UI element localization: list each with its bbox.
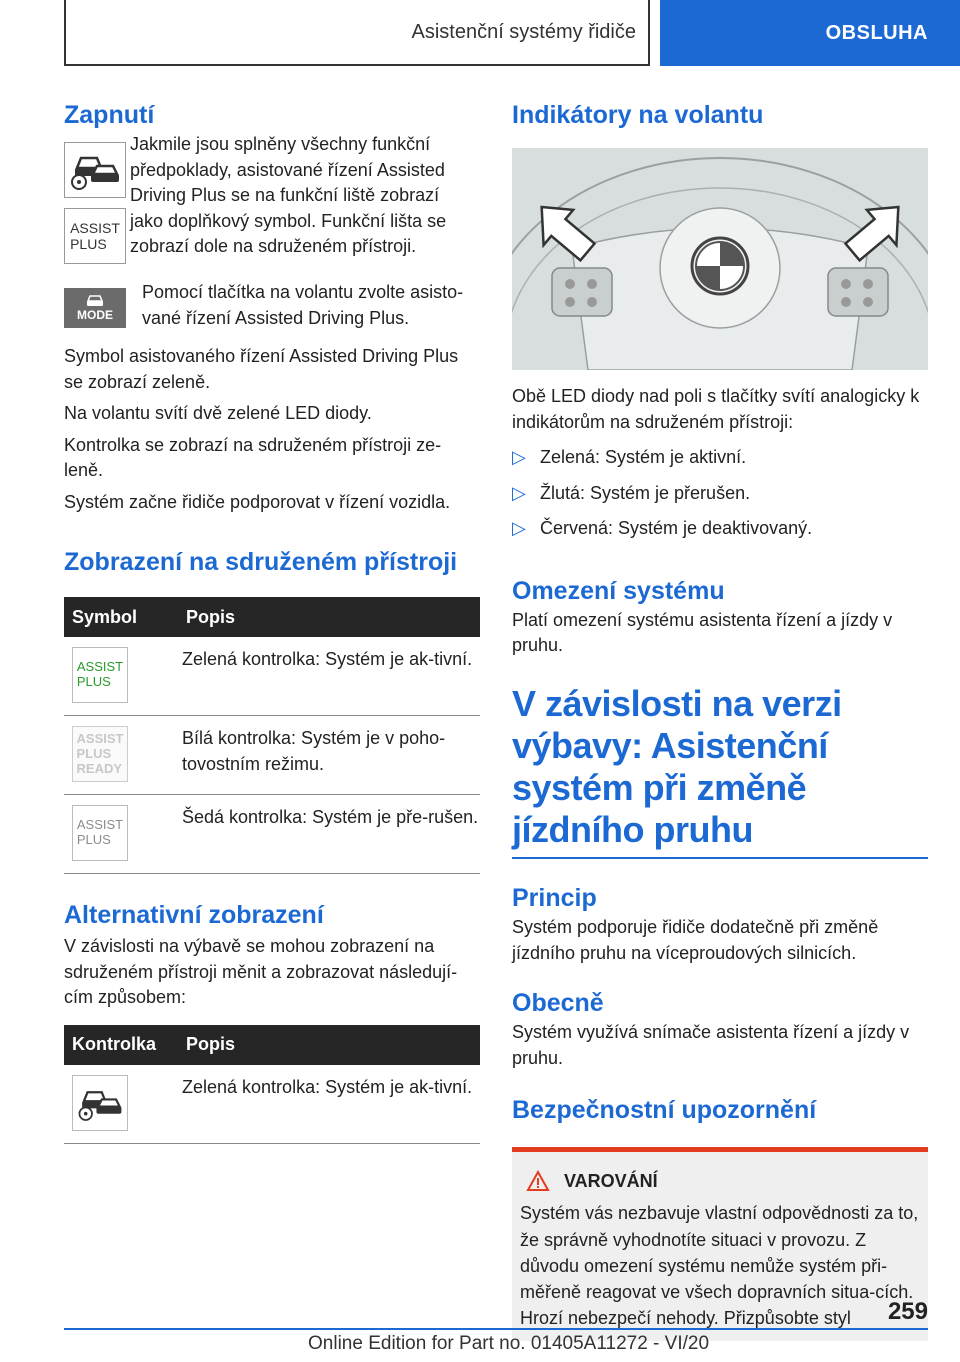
section-title: Asistenční systémy řidiče bbox=[411, 20, 636, 43]
bullet-text-red: Červená: Systém je deaktivovaný. bbox=[540, 518, 813, 539]
mode-button-icon bbox=[64, 288, 126, 328]
zapnuti-p1-line3: Driving Plus se na funkční liště zobrazí bbox=[130, 185, 440, 206]
bullet-text-green: Zelená: Systém je aktivní. bbox=[540, 447, 747, 468]
warning-text: Systém vás nezbavuje vlastní odpovědnosti za to, že správně vyhodnotíte situaci v provozu. Z důvodu omezení systému nemůže systém při-měřeně reagovat ve všech dopravních situa-cích. Hrozí nebezpečí nehody. Přizpůsobte styl bbox=[520, 1203, 919, 1328]
assist-plus-green-icon bbox=[72, 647, 128, 703]
row1-description: Zelená kontrolka: Systém je ak-tivní. bbox=[178, 637, 480, 716]
header-popis-2: Popis bbox=[178, 1025, 480, 1065]
symbol-cell bbox=[64, 637, 178, 716]
warning-header bbox=[526, 1170, 920, 1192]
bullet-item bbox=[512, 516, 928, 542]
zapnuti-p1-line5: zobrazí dole na sdruženém přístroji. bbox=[130, 236, 417, 257]
zapnuti-paragraph-5: Kontrolka se zobrazí na sdruženém přístroji ze-leně. bbox=[64, 434, 442, 481]
heading-indikatory: Indikátory na volantu bbox=[512, 101, 764, 129]
assist-icon-line2: PLUS bbox=[70, 236, 107, 252]
assist-icon-line1: ASSIST bbox=[70, 219, 120, 236]
footer-divider bbox=[64, 1328, 928, 1330]
heading-zobrazeni: Zobrazení na sdruženém přístroji bbox=[64, 548, 458, 577]
triangle-bullet-icon: ▷ bbox=[512, 518, 526, 539]
left-column bbox=[64, 100, 480, 1144]
row2-icon-line2: PLUS bbox=[76, 745, 112, 761]
assist-plus-ready-white-icon bbox=[72, 726, 128, 782]
row3-icon-line2: PLUS bbox=[76, 832, 111, 848]
zapnuti-paragraph-1 bbox=[130, 132, 480, 260]
zapnuti-p1-line1: Jakmile jsou splněny všechny funkční bbox=[130, 134, 431, 154]
row1-icon-line2: PLUS bbox=[76, 674, 111, 690]
kontrolka-row-description: Zelená kontrolka: Systém je ak-tivní. bbox=[178, 1065, 480, 1144]
zapnuti-paragraph-4: Na volantu svítí dvě zelené LED diody. bbox=[64, 403, 372, 424]
warning-box bbox=[512, 1147, 928, 1340]
header-popis: Popis bbox=[178, 597, 480, 637]
zapnuti-p1-line2: předpoklady, asistované řízení Assisted bbox=[130, 159, 445, 180]
section-header bbox=[64, 0, 650, 66]
warning-triangle-icon bbox=[526, 1170, 550, 1192]
assist-plus-grey-icon bbox=[72, 805, 128, 861]
steering-wheel-illustration bbox=[512, 148, 928, 370]
princip-body: Systém podporuje řidiče dodatečně při změně jízdního pruhu na víceproudových silnicích. bbox=[512, 917, 879, 963]
table-row bbox=[64, 795, 480, 874]
zapnuti-p2-line2: vané řízení Assisted Driving Plus. bbox=[142, 307, 410, 328]
zapnuti-intro bbox=[64, 134, 480, 270]
mode-label: MODE bbox=[77, 308, 113, 322]
heading-princip: Princip bbox=[512, 884, 597, 913]
table-row bbox=[64, 637, 480, 716]
zapnuti-paragraph-2 bbox=[142, 280, 482, 331]
symbol-table bbox=[64, 597, 480, 874]
symbol-table-header bbox=[64, 597, 480, 637]
symbol-cell bbox=[64, 795, 178, 874]
row3-icon-line1: ASSIST bbox=[76, 817, 124, 833]
triangle-bullet-icon: ▷ bbox=[512, 482, 526, 503]
assist-plus-icon bbox=[64, 208, 126, 264]
bullet-item bbox=[512, 481, 928, 507]
page-header bbox=[64, 0, 960, 66]
bullet-text-yellow: Žlutá: Systém je přerušen. bbox=[540, 482, 751, 503]
zapnuti-mode bbox=[64, 282, 480, 342]
zapnuti-paragraph-3: Symbol asistovaného řízení Assisted Driving Plus se zobrazí zeleně. bbox=[64, 346, 459, 392]
chapter-tab bbox=[660, 0, 960, 66]
heading-bezpecnost: Bezpečnostní upozornění bbox=[512, 1096, 817, 1125]
indikatory-body: Obě LED diody nad poli s tlačítky svítí analogicky k indikátorům na sdruženém přístroji: bbox=[512, 386, 920, 432]
row2-description: Bílá kontrolka: Systém je v poho-tovostním režimu. bbox=[178, 716, 480, 795]
kontrolka-table-header bbox=[64, 1025, 480, 1065]
table-row bbox=[64, 716, 480, 795]
kontrolka-table bbox=[64, 1025, 480, 1144]
row2-icon-line1: ASSIST bbox=[76, 730, 124, 746]
zapnuti-p2-line1: Pomocí tlačítka na volantu zvolte asisto- bbox=[142, 282, 464, 302]
alternativni-body: V závislosti na výbavě se mohou zobrazení na sdruženém přístroji měnit a zobrazovat následují-cím způsobem: bbox=[64, 936, 458, 1008]
omezeni-body: Platí omezení systému asistenta řízení a jízdy v pruhu. bbox=[512, 609, 893, 656]
right-column bbox=[512, 100, 928, 1341]
header-symbol: Symbol bbox=[64, 597, 178, 637]
heading-alternativni: Alternativní zobrazení bbox=[64, 901, 324, 930]
symbol-cell bbox=[64, 716, 178, 795]
zapnuti-paragraph-6: Systém začne řidiče podporovat v řízení vozidla. bbox=[64, 491, 451, 512]
heading-omezeni: Omezení systému bbox=[512, 576, 725, 605]
bullet-item bbox=[512, 445, 928, 471]
row3-description: Šedá kontrolka: Systém je pře-rušen. bbox=[178, 795, 480, 874]
heading-zapnuti: Zapnutí bbox=[64, 101, 155, 129]
heading-obecne: Obecně bbox=[512, 989, 604, 1018]
triangle-bullet-icon: ▷ bbox=[512, 447, 526, 468]
page-number: 259 bbox=[887, 1298, 928, 1325]
table-row bbox=[64, 1065, 480, 1144]
lane-steering-icon bbox=[72, 1075, 128, 1131]
row2-icon-line3: READY bbox=[76, 760, 123, 776]
lane-steering-icon bbox=[64, 142, 126, 198]
footer-edition: Online Edition for Part no. 01405A11272 - VI/20 bbox=[308, 1333, 710, 1354]
chapter-heading: V závislosti na verzi výbavy: Asistenční systém při změně jízdního pruhu bbox=[512, 683, 928, 859]
chapter-title: OBSLUHA bbox=[825, 21, 928, 44]
row1-icon-line1: ASSIST bbox=[76, 659, 124, 675]
warning-label: VAROVÁNÍ bbox=[564, 1170, 658, 1191]
header-kontrolka: Kontrolka bbox=[64, 1025, 178, 1065]
symbol-cell bbox=[64, 1065, 178, 1144]
obecne-body: Systém využívá snímače asistenta řízení a jízdy v pruhu. bbox=[512, 1022, 910, 1068]
zapnuti-p1-line4: jako doplňkový symbol. Funkční lišta se bbox=[130, 210, 447, 231]
